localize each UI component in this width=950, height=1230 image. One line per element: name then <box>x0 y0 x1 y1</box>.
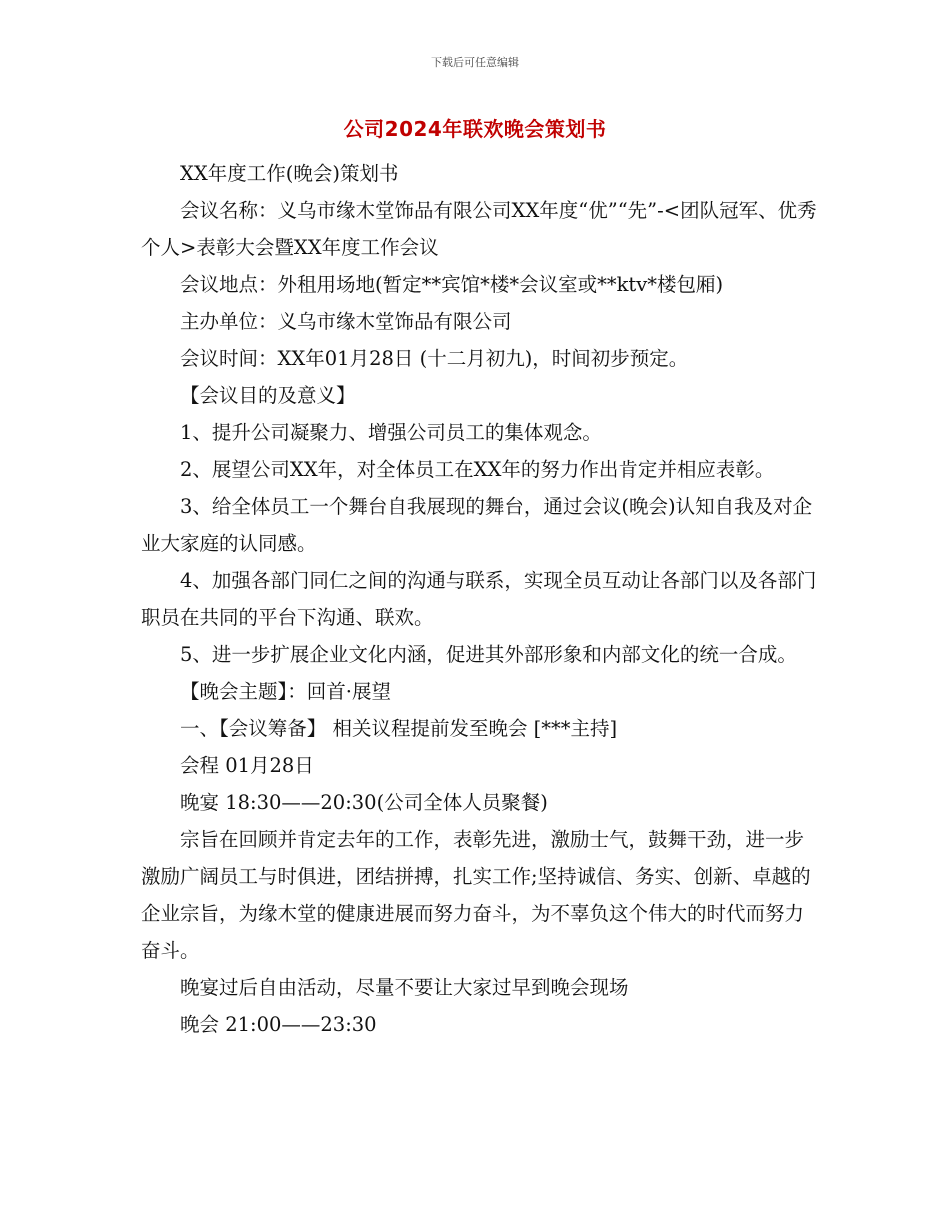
paragraph-banquet-time: 晚宴 18:30——20:30(公司全体人员聚餐) <box>180 791 548 814</box>
document-body <box>141 155 817 1043</box>
paragraph-purpose-1: 1、提升公司凝聚力、增强公司员工的集体观念。 <box>180 421 602 444</box>
paragraph-theme: 【晚会主题】：回首·展望 <box>180 680 391 703</box>
paragraph-purpose-3: 3、给全体员工一个舞台自我展现的舞台，通过会议(晚会)认知自我及对企业大家庭的认同感。 <box>141 495 813 555</box>
paragraph-meeting-time: 会议时间：XX年01月28日 (十二月初九)，时间初步预定。 <box>180 347 689 370</box>
section-heading-preparation: 一、【会议筹备】 相关议程提前发至晚会 [***主持] <box>180 717 618 740</box>
paragraph-plan-heading: XX年度工作(晚会)策划书 <box>180 162 399 185</box>
paragraph-schedule-date: 会程 01月28日 <box>180 754 314 777</box>
paragraph-mission: 宗旨在回顾并肯定去年的工作，表彰先进，激励士气，鼓舞干劲，进一步激励广阔员工与时俱进，团结拼搏，扎实工作;坚持诚信、务实、创新、卓越的企业宗旨，为缘木堂的健康进展而努力奋斗，为不辜负这个伟大的时代而努力奋斗。 <box>141 828 811 962</box>
paragraph-meeting-location: 会议地点：外租用场地(暂定**宾馆*楼*会议室或**ktv*楼包厢) <box>180 273 724 296</box>
paragraph-meeting-name: 会议名称：义乌市缘木堂饰品有限公司XX年度“优”“先”-<团队冠军、优秀个人>表彰大会暨XX年度工作会议 <box>141 199 817 259</box>
header-note: 下载后可任意编辑 <box>431 56 519 69</box>
paragraph-free-activity: 晚宴过后自由活动，尽量不要让大家过早到晚会现场 <box>180 976 629 999</box>
paragraph-organizer: 主办单位：义乌市缘木堂饰品有限公司 <box>180 310 512 333</box>
paragraph-purpose-2: 2、展望公司XX年，对全体员工在XX年的努力作出肯定并相应表彰。 <box>180 458 775 481</box>
paragraph-purpose-5: 5、进一步扩展企业文化内涵，促进其外部形象和内部文化的统一合成。 <box>180 643 797 666</box>
paragraph-purpose-4: 4、加强各部门同仁之间的沟通与联系，实现全员互动让各部门以及各部门职员在共同的平台下沟通、联欢。 <box>141 569 817 629</box>
paragraph-party-time: 晚会 21:00——23:30 <box>180 1013 377 1036</box>
document-title: 公司2024年联欢晚会策划书 <box>343 117 607 141</box>
section-heading-purpose: 【会议目的及意义】 <box>180 384 356 407</box>
